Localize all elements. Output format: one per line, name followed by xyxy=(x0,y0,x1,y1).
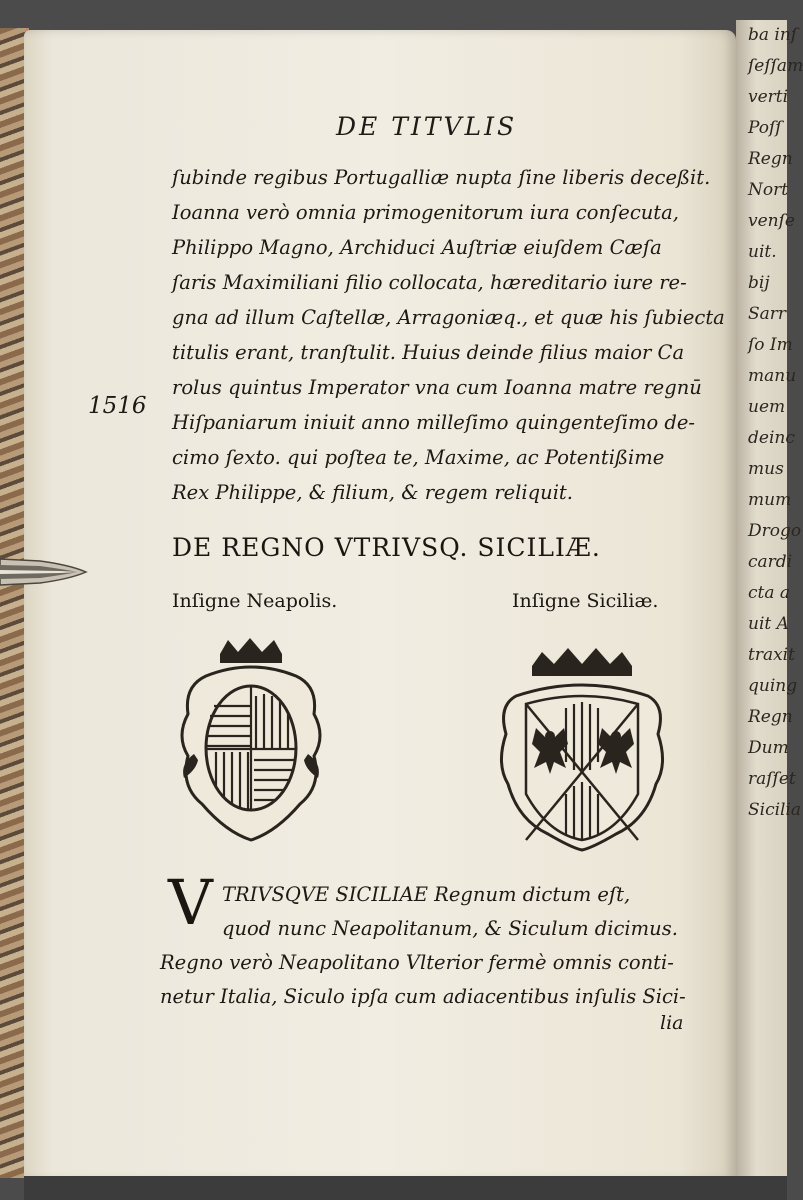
text-line: Ioanna verò omnia primogenitorum iura conſecuta, xyxy=(172,201,679,224)
adjacent-page-fragment: cardi xyxy=(748,552,793,572)
paragraph-1 xyxy=(172,160,725,510)
catchword: lia xyxy=(660,1012,684,1034)
adjacent-page-fragment: cta a xyxy=(748,583,791,603)
adjacent-page-fragment: uem xyxy=(748,397,786,417)
adjacent-page xyxy=(736,20,803,1180)
text-line: ſubinde regibus Portugalliæ nupta ſine liberis deceßit. xyxy=(172,166,711,189)
text-line: Philippo Magno, Archiduci Auſtriæ eiuſdem Cæſa xyxy=(172,236,662,259)
adjacent-page-fragment: Poſſ xyxy=(748,118,782,138)
bottom-shadow xyxy=(24,1176,787,1200)
text-line: titulis erant, tranſtulit. Huius deinde filius maior Ca xyxy=(172,341,685,364)
adjacent-page-fragment: traxit xyxy=(748,645,795,665)
adjacent-page-fragment: deinc xyxy=(748,428,795,448)
adjacent-page-fragment: mum xyxy=(748,490,792,510)
sicily-coat-of-arms-icon xyxy=(496,644,668,854)
text-line: gna ad illum Caſtellæ, Arragoniæq., et quæ his ſubiecta xyxy=(172,306,725,329)
adjacent-page-fragment: venſe xyxy=(748,211,795,231)
adjacent-page-fragment: Sicilia xyxy=(748,800,802,820)
metal-bookmark[interactable] xyxy=(0,555,88,589)
adjacent-page-fragment: ſeſſam xyxy=(748,56,803,76)
adjacent-page-fragment: verti xyxy=(748,87,789,107)
adjacent-page-fragment: bij xyxy=(748,273,770,293)
running-head: DE TITVLIS xyxy=(336,112,518,141)
text-line: Rex Philippe, & filium, & regem reliquit. xyxy=(172,481,573,504)
adjacent-page-fragment: Regn xyxy=(748,149,793,169)
adjacent-page-fragment: Drogo xyxy=(748,521,802,541)
text-line: netur Italia, Siculo ipſa cum adiacentibus inſulis Sici- xyxy=(160,985,686,1008)
section-heading: DE REGNO VTRIVSQ. SICILIÆ. xyxy=(172,533,601,562)
paragraph-2 xyxy=(160,878,712,1014)
adjacent-page-fragment: mus xyxy=(748,459,784,479)
adjacent-page-fragment: raſſet xyxy=(748,769,796,789)
margin-note-year: 1516 xyxy=(88,393,147,419)
adjacent-page-fragment: quing xyxy=(748,676,798,696)
text-line: rolus quintus Imperator vna cum Ioanna matre regnū xyxy=(172,376,702,399)
adjacent-page-fragment: manu xyxy=(748,366,797,386)
text-line: quod nunc Neapolitanum, & Siculum dicimus. xyxy=(222,917,678,940)
naples-coat-of-arms-icon xyxy=(176,636,326,846)
text-line: Regno verò Neapolitano Vlterior fermè omnis conti- xyxy=(160,951,674,974)
adjacent-page-fragment: uit A xyxy=(748,614,789,634)
text-line: Hiſpaniarum iniuit anno milleſimo quingenteſimo de- xyxy=(172,411,696,434)
text-line: cimo ſexto. qui poſtea te, Maxime, ac Potentißime xyxy=(172,446,665,469)
adjacent-page-fragment: ſo Im xyxy=(748,335,793,355)
adjacent-page-fragment: Sarr xyxy=(748,304,787,324)
adjacent-page-fragment: Dum xyxy=(748,738,789,758)
caption-naples: Inſigne Neapolis. xyxy=(172,590,338,612)
adjacent-page-fragment: uit. xyxy=(748,242,777,262)
drop-cap: V xyxy=(168,866,213,939)
text-line: ſaris Maximiliani filio collocata, hæreditario iure re- xyxy=(172,271,687,294)
text-line: TRIVSQVE SICILIAE Regnum dictum eſt, xyxy=(222,883,631,906)
caption-sicily: Inſigne Siciliæ. xyxy=(512,590,659,612)
adjacent-page-fragment: Nort xyxy=(748,180,789,200)
adjacent-page-fragment: Regn xyxy=(748,707,793,727)
adjacent-page-fragment: ba inſ xyxy=(748,25,798,45)
